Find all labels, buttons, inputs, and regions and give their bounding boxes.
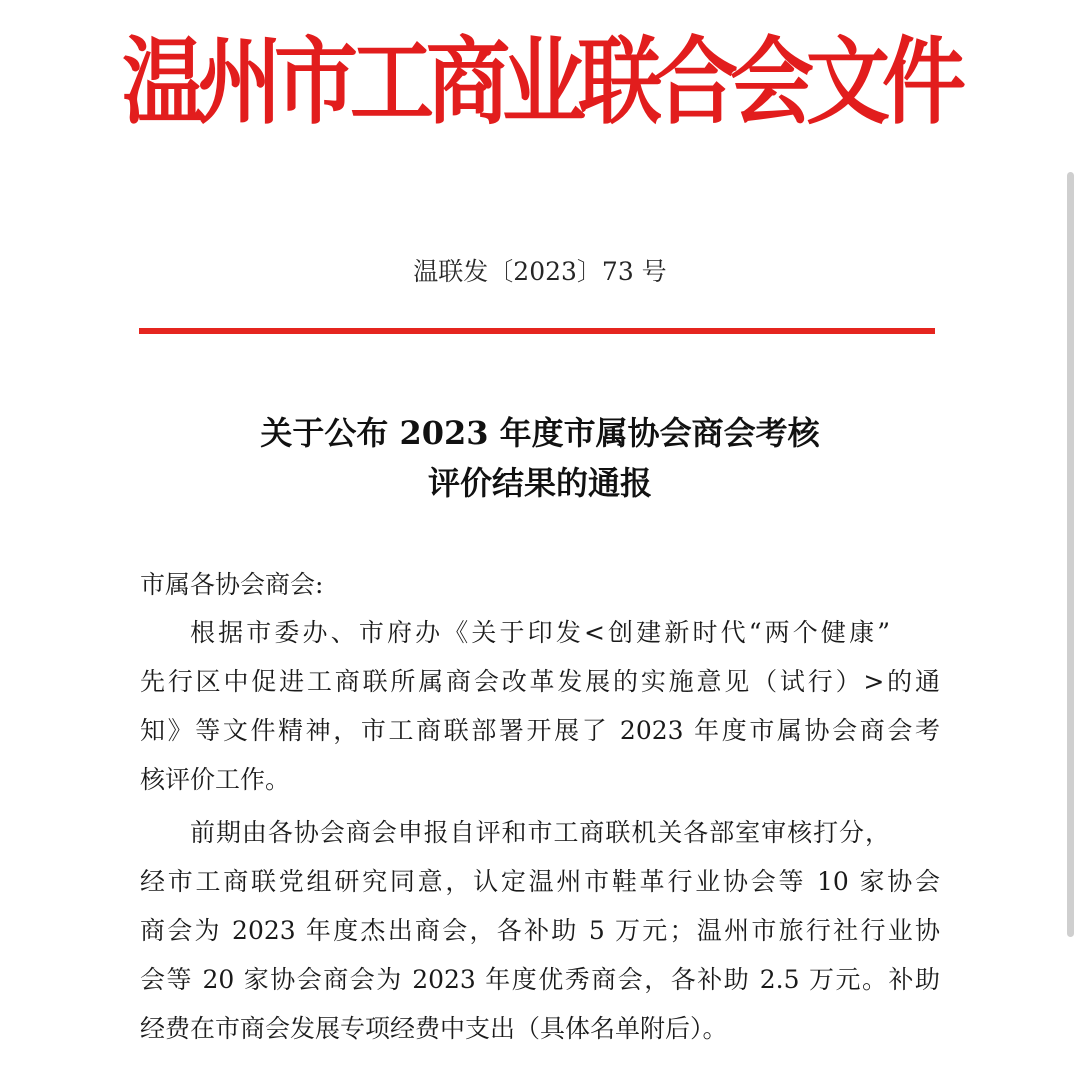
salutation: 市属各协会商会: — [140, 570, 324, 599]
red-separator-line — [139, 328, 935, 334]
paragraph-1-line: 根据市委办、市府办《关于印发<创建新时代“两个健康” — [190, 618, 890, 647]
org-document-header: 温州市工商业联合会文件 — [121, 26, 958, 137]
paragraph-2-line: 经市工商联党组研究同意，认定温州市鞋革行业协会等 10 家协会 — [140, 867, 940, 896]
document-number: 温联发〔2023〕73 号 — [413, 257, 667, 286]
document-title — [0, 408, 1080, 508]
paragraph-1-line: 核评价工作。 — [140, 765, 291, 794]
paragraph-2-line: 经费在市商会发展专项经费中支出（具体名单附后）。 — [140, 1014, 728, 1043]
paragraph-1-line: 先行区中促进工商联所属商会改革发展的实施意见（试行）>的通 — [140, 667, 940, 696]
paragraph-2-line: 前期由各协会商会申报自评和市工商联机关各部室审核打分， — [190, 818, 890, 847]
paragraph-2-line: 商会为 2023 年度杰出商会，各补助 5 万元；温州市旅行社行业协 — [140, 916, 940, 945]
title-line-2: 评价结果的通报 — [427, 464, 652, 502]
title-line-1: 关于公布 2023 年度市属协会商会考核 — [260, 414, 820, 452]
vertical-scrollbar[interactable] — [1067, 172, 1074, 937]
paragraph-2-line: 会等 20 家协会商会为 2023 年度优秀商会，各补助 2.5 万元。补助 — [140, 965, 940, 994]
paragraph-1-line: 知》等文件精神，市工商联部署开展了 2023 年度市属协会商会考 — [140, 716, 940, 745]
